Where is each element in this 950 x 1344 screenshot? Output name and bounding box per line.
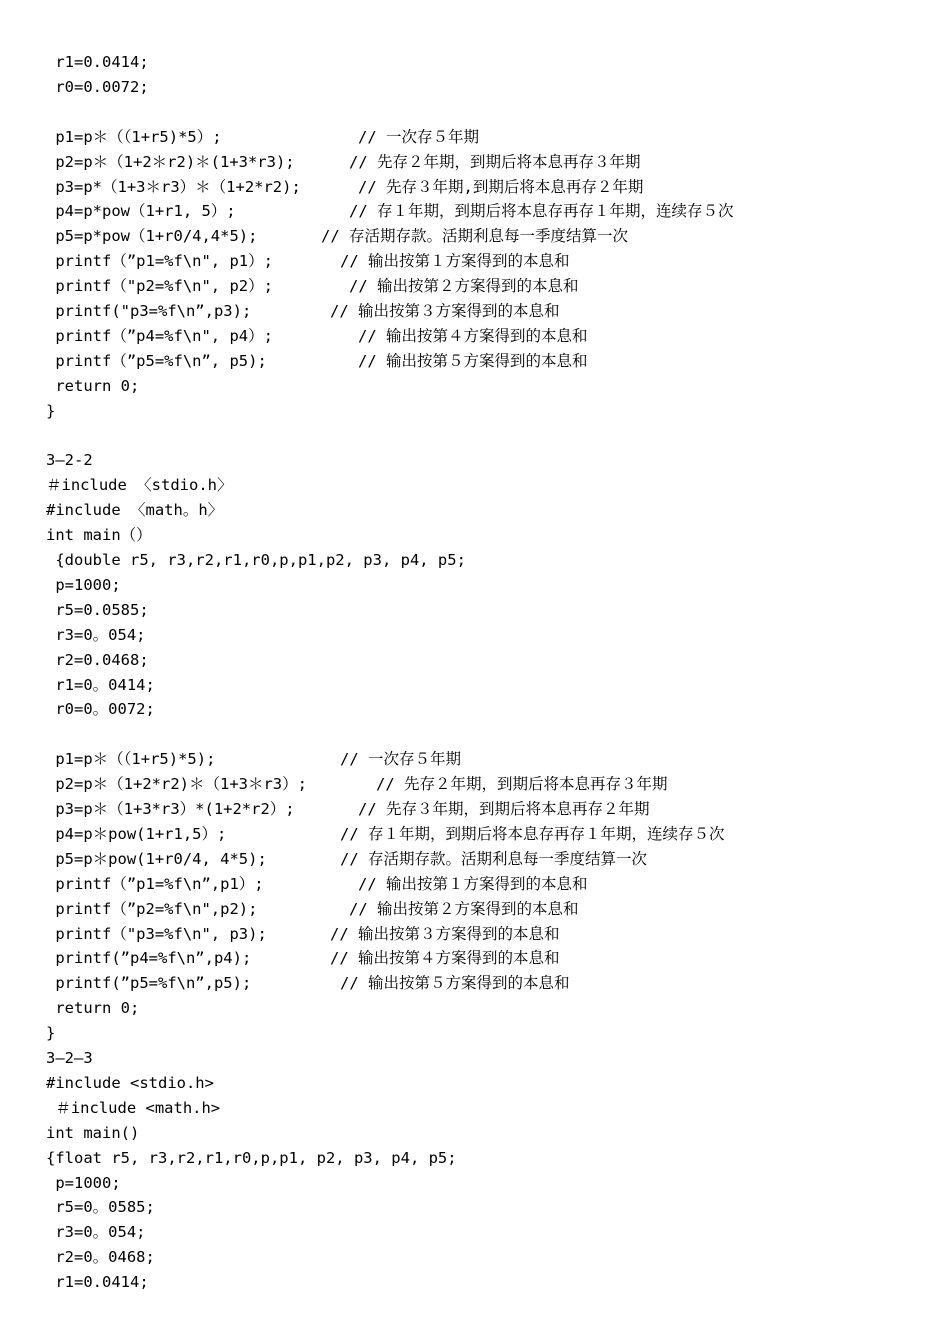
code-comment: // 输出按第３方案得到的本息和 xyxy=(330,924,560,943)
code-text: p=1000; xyxy=(46,1173,121,1192)
code-line xyxy=(46,1148,940,1168)
code-comment: // 输出按第４方案得到的本息和 xyxy=(330,949,560,968)
code-line xyxy=(46,276,940,296)
code-text: printf（"p3=%f\n", p3); xyxy=(46,924,267,943)
code-text: {float r5, r3,r2,r1,r0,p,p1, p2, p3, p4, p5; xyxy=(46,1148,457,1167)
code-comment: // 输出按第１方案得到的本息和 xyxy=(340,252,570,271)
code-comment: // 输出按第１方案得到的本息和 xyxy=(358,874,588,893)
code-comment: // 输出按第３方案得到的本息和 xyxy=(330,302,560,320)
code-text: p2=p＊（1+2*r2)＊（1+3＊r3）; xyxy=(46,775,307,794)
code-text: r1=0。0414; xyxy=(46,675,155,694)
code-text: p3=p*（1+3＊r3）＊（1+2*r2); xyxy=(46,177,301,196)
code-line xyxy=(46,824,940,844)
code-line xyxy=(46,376,940,396)
code-line xyxy=(46,600,940,620)
code-comment: // 先存２年期，到期后将本息再存３年期 xyxy=(376,775,668,794)
code-text: r5=0。0585; xyxy=(46,1198,155,1217)
code-text: p4=p＊pow(1+r1,5）; xyxy=(46,824,227,843)
code-line xyxy=(46,625,940,645)
code-text: {double r5, r3,r2,r1,r0,p,p1,p2, p3, p4, p5; xyxy=(46,551,466,569)
code-text: printf（"p2=%f\n", p2）; xyxy=(46,277,273,296)
code-comment: // 输出按第４方案得到的本息和 xyxy=(358,326,588,345)
code-line xyxy=(46,226,940,246)
code-line xyxy=(46,426,940,446)
code-line xyxy=(46,1197,940,1217)
code-line xyxy=(46,1173,940,1193)
code-line xyxy=(46,575,940,595)
code-text: printf（”p2=%f\n",p2); xyxy=(46,899,258,918)
code-line xyxy=(46,675,940,695)
code-text: r1=0.0414; xyxy=(46,53,149,71)
code-line xyxy=(46,1023,940,1043)
code-line xyxy=(46,326,940,346)
code-text: r0=0.0072; xyxy=(46,77,149,96)
code-text: r2=0.0468; xyxy=(46,650,149,669)
code-line xyxy=(46,924,940,944)
code-comment: // 存活期存款。活期利息每一季度结算一次 xyxy=(340,849,647,868)
code-line xyxy=(46,52,940,72)
code-line xyxy=(46,973,940,993)
code-text: 3—2—3 xyxy=(46,1049,93,1067)
code-text: r3=0。054; xyxy=(46,1223,146,1242)
code-line xyxy=(46,799,940,819)
code-text: printf(”p5=%f\n”,p5); xyxy=(46,974,252,993)
code-line xyxy=(46,550,940,570)
code-text: p=1000; xyxy=(46,575,121,594)
code-text: r2=0。0468; xyxy=(46,1248,155,1267)
code-text: r1=0.0414; xyxy=(46,1273,149,1292)
code-line xyxy=(46,450,940,470)
code-text: p5=p*pow（1+r0/4,4*5); xyxy=(46,227,258,246)
code-text: printf（”p1=%f\n", p1）; xyxy=(46,252,273,271)
code-line xyxy=(46,1098,940,1118)
code-line xyxy=(46,1073,940,1093)
code-line xyxy=(46,127,940,147)
code-text: printf("p3=%f\n”,p3); xyxy=(46,302,252,320)
code-line xyxy=(46,177,940,197)
code-line xyxy=(46,475,940,495)
code-comment: // 先存３年期，到期后将本息再存２年期 xyxy=(358,800,650,818)
code-line xyxy=(46,1048,940,1068)
code-line xyxy=(46,525,940,545)
code-line xyxy=(46,500,940,520)
code-text: #include <stdio.h> xyxy=(46,1073,214,1092)
code-line xyxy=(46,899,940,919)
code-comment: // 存活期存款。活期利息每一季度结算一次 xyxy=(321,227,628,246)
code-comment: // 先存３年期,到期后将本息再存２年期 xyxy=(358,177,644,196)
code-text: r0=0。0072; xyxy=(46,700,155,719)
code-line xyxy=(46,774,940,794)
code-line xyxy=(46,849,940,869)
code-line xyxy=(46,650,940,670)
code-line xyxy=(46,724,940,744)
code-line xyxy=(46,1123,940,1143)
code-comment: // 输出按第２方案得到的本息和 xyxy=(349,899,579,918)
code-text: int main（） xyxy=(46,526,152,545)
code-text: printf（”p4=%f\n", p4）; xyxy=(46,326,273,345)
code-comment: // 输出按第２方案得到的本息和 xyxy=(349,277,579,296)
code-line xyxy=(46,874,940,894)
code-text: 3—2-2 xyxy=(46,451,93,470)
code-text: #include 〈math。h〉 xyxy=(46,501,224,520)
code-comment: // 输出按第５方案得到的本息和 xyxy=(358,351,588,370)
code-line xyxy=(46,102,940,122)
code-text: } xyxy=(46,401,56,420)
code-text: p1=p＊（（1+r5)*5); xyxy=(46,750,216,769)
code-text: p3=p＊（1+3*r3）*(1+2*r2）; xyxy=(46,800,295,818)
code-line xyxy=(46,77,940,97)
code-line xyxy=(46,301,940,321)
code-text: printf（”p1=%f\n”,p1）; xyxy=(46,874,264,893)
code-comment: // 先存２年期，到期后将本息再存３年期 xyxy=(349,152,641,171)
code-text: printf（”p5=%f\n”, p5); xyxy=(46,351,267,370)
code-text: ＃include <math.h> xyxy=(46,1098,221,1117)
code-line xyxy=(46,948,940,968)
code-text: p2=p＊（1+2＊r2)＊(1+3*r3); xyxy=(46,152,295,171)
code-line xyxy=(46,351,940,371)
code-line xyxy=(46,1272,940,1292)
code-text: return 0; xyxy=(46,999,140,1018)
code-line xyxy=(46,152,940,172)
code-comment: // 一次存５年期 xyxy=(358,127,479,146)
code-text: } xyxy=(46,1024,56,1043)
code-text: r3=0。054; xyxy=(46,625,146,644)
code-line xyxy=(46,699,940,719)
code-text: return 0; xyxy=(46,376,140,395)
code-line xyxy=(46,1247,940,1267)
code-line xyxy=(46,251,940,271)
code-line xyxy=(46,749,940,769)
code-comment: // 一次存５年期 xyxy=(340,750,461,769)
code-comment: // 输出按第５方案得到的本息和 xyxy=(340,974,570,993)
code-text: r5=0.0585; xyxy=(46,600,149,619)
code-line xyxy=(46,1222,940,1242)
code-text: int main() xyxy=(46,1123,140,1142)
code-text: p1=p＊（（1+r5)*5）; xyxy=(46,127,222,146)
code-comment: // 存１年期，到期后将本息存再存１年期，连续存５次 xyxy=(349,202,734,221)
code-text: p4=p*pow（1+r1, 5）; xyxy=(46,202,236,221)
code-text: printf(”p4=%f\n”,p4); xyxy=(46,949,252,968)
code-text: ＃include 〈stdio.h〉 xyxy=(46,476,233,495)
code-text: p5=p＊pow(1+r0/4, 4*5); xyxy=(46,849,267,868)
code-line xyxy=(46,401,940,421)
code-comment: // 存１年期，到期后将本息存再存１年期，连续存５次 xyxy=(340,824,725,843)
code-line xyxy=(46,998,940,1018)
code-line xyxy=(46,201,940,221)
